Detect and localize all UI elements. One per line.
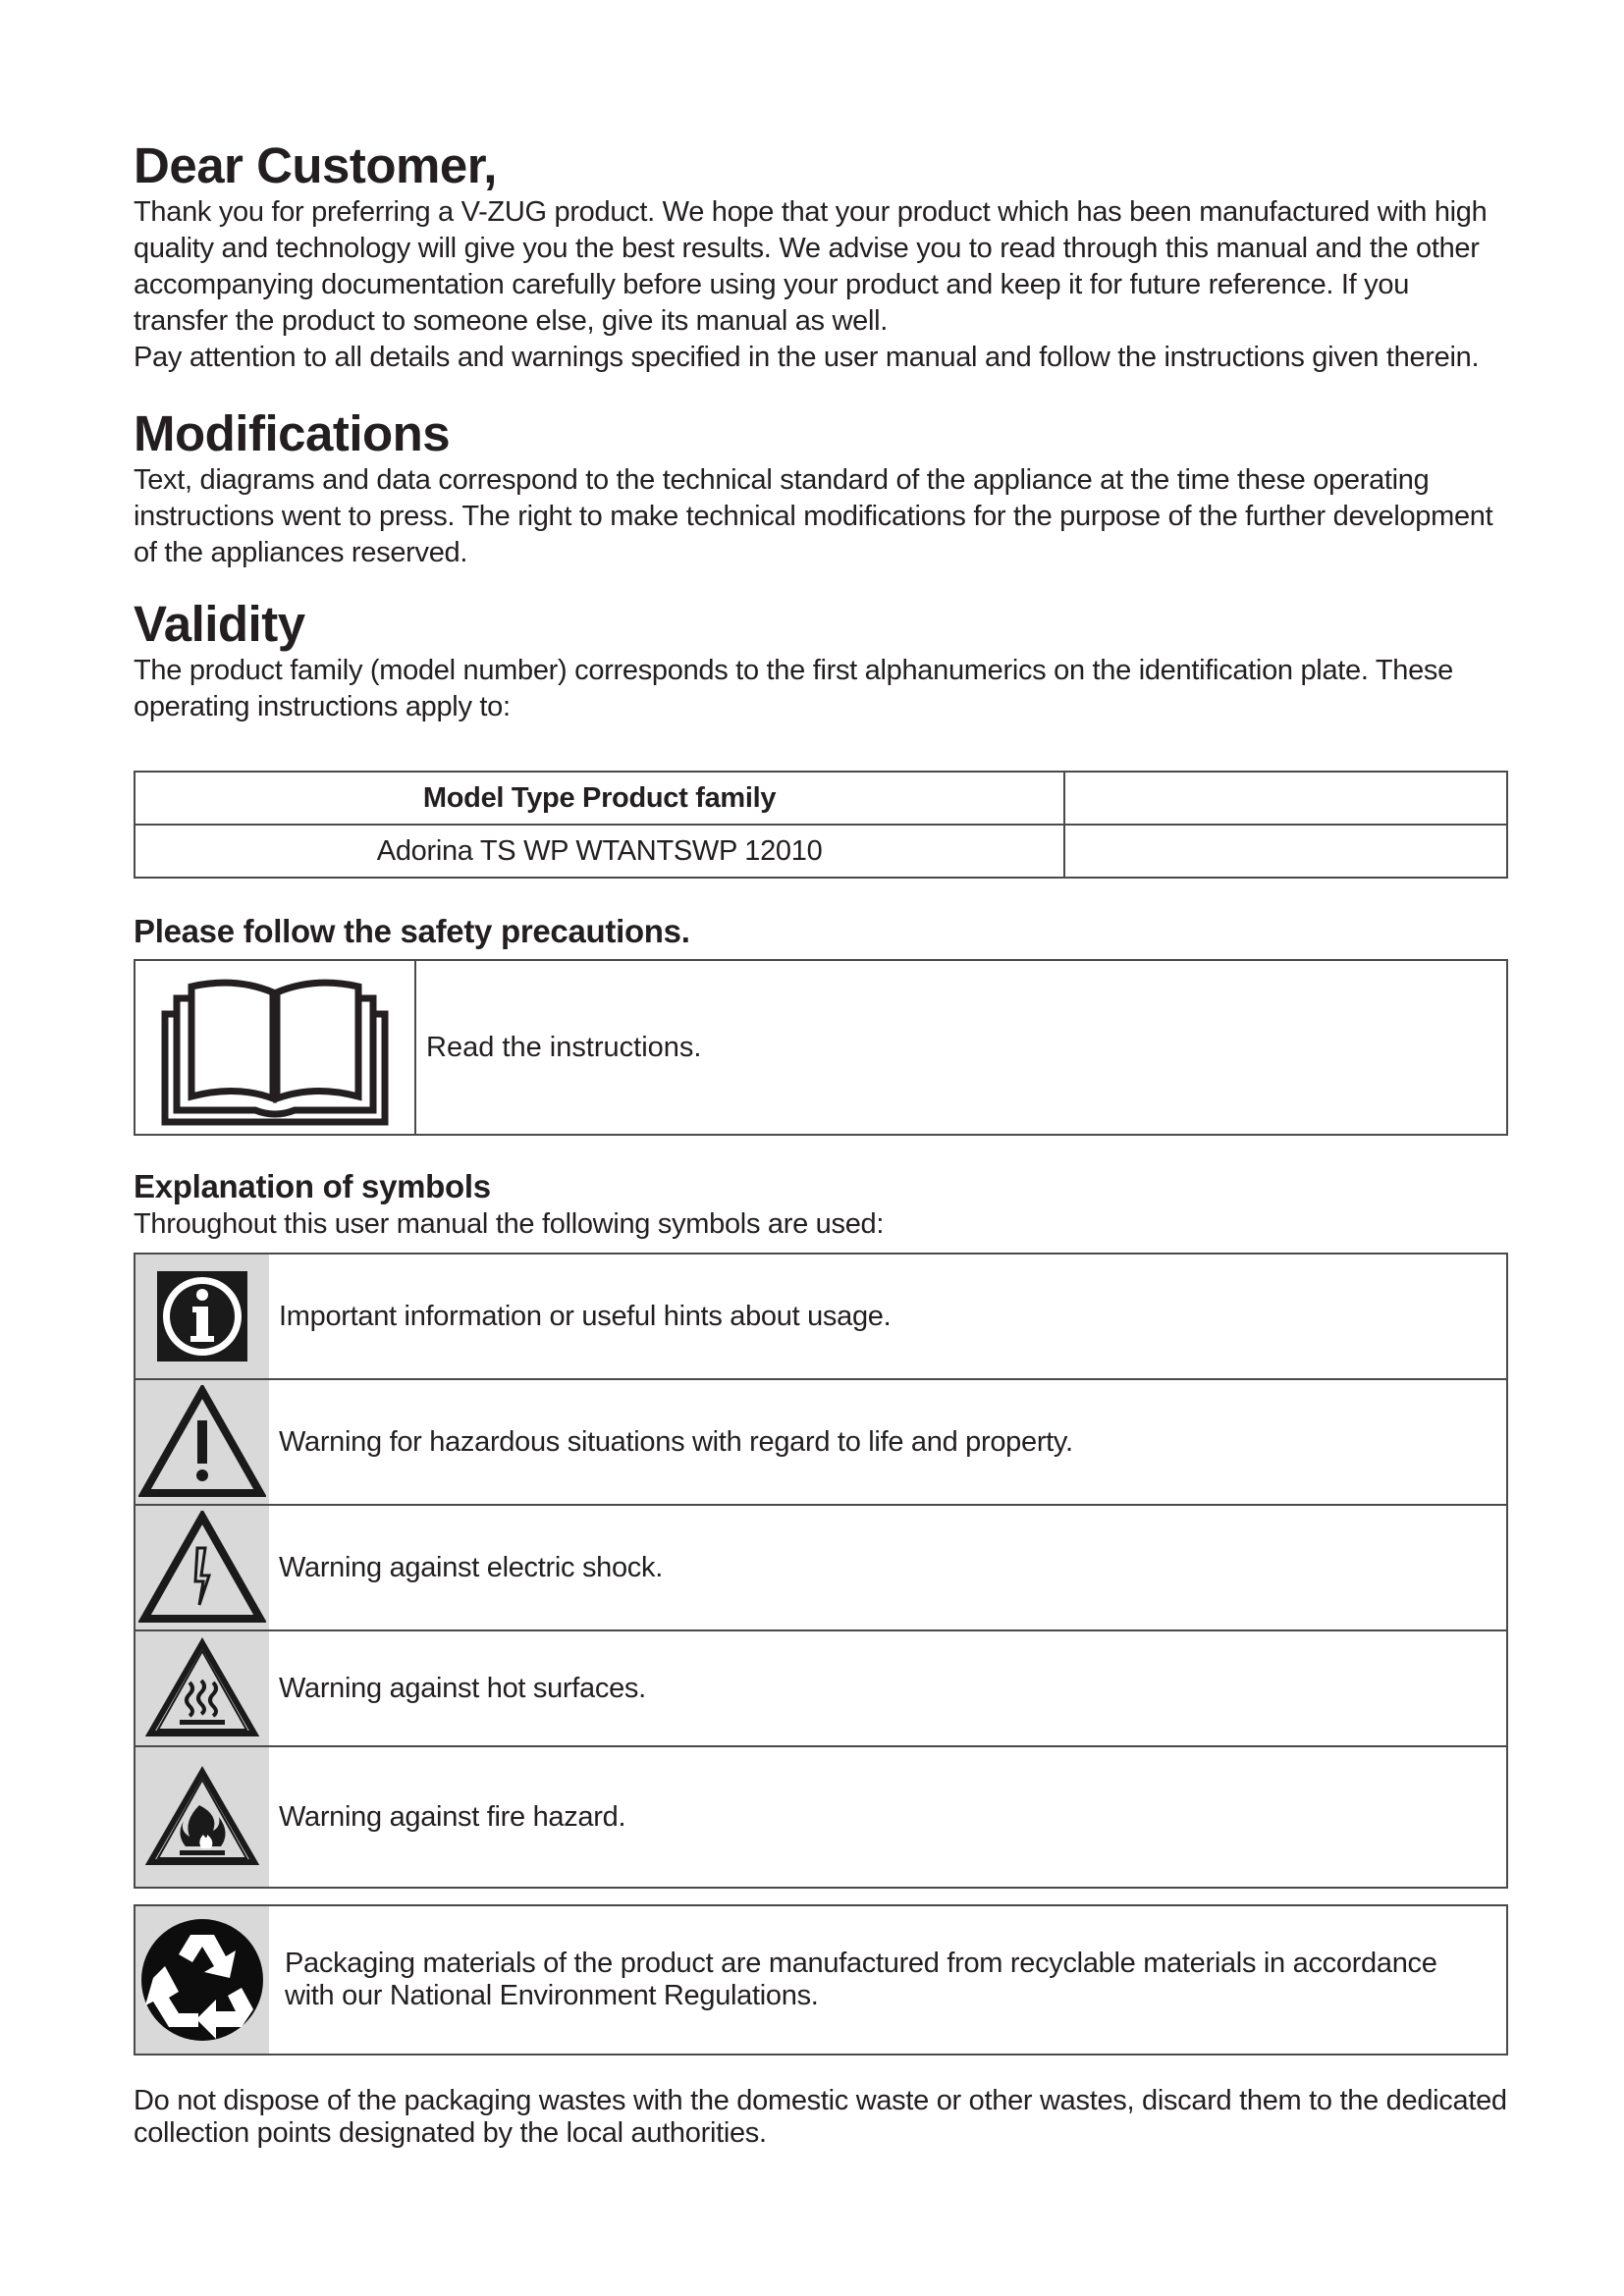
model-table (134, 771, 1508, 879)
info-icon (135, 1255, 269, 1378)
model-table-header-row (135, 772, 1507, 825)
symbol-text-hot-surface: Warning against hot surfaces. (279, 1672, 646, 1704)
recycling-text: Packaging materials of the product are manufactured from recyclable materials in accordance with our National Environment Regulations. (285, 1948, 1437, 2011)
warning-icon (135, 1380, 269, 1504)
modifications-text: Text, diagrams and data correspond to the technical standard of the appliance at the time these operating instructions went to press. The right to make technical modifications for the purpose of the further development of the appliances reserved. (134, 464, 1493, 568)
page-content (134, 137, 1508, 2150)
intro-section (134, 137, 1508, 376)
open-book-icon (135, 961, 416, 1134)
validity-section (134, 596, 1508, 879)
model-table-header: Model Type Product family (135, 772, 1064, 825)
model-table-empty-cell (1064, 825, 1507, 878)
symbol-text-fire-hazard: Warning against fire hazard. (279, 1800, 626, 1833)
modifications-section (134, 405, 1508, 571)
model-table-empty-cell (1064, 772, 1507, 825)
symbols-intro: Throughout this user manual the following symbols are used: (134, 1208, 885, 1240)
symbol-text-electric-shock: Warning against electric shock. (279, 1551, 663, 1583)
modifications-heading: Modifications (134, 405, 451, 461)
model-table-value: Adorina TS WP WTANTSWP 12010 (135, 825, 1064, 878)
recycling-box (134, 1904, 1508, 2056)
hot-surface-icon (135, 1631, 269, 1745)
validity-text: The product family (model number) corresponds to the first alphanumerics on the identification plate. These operating instructions apply to: (134, 655, 1453, 722)
symbol-row-fire-hazard (135, 1747, 1506, 1887)
model-table-row (135, 825, 1507, 878)
symbol-row-warning (135, 1380, 1506, 1506)
safety-box (134, 959, 1508, 1136)
symbols-table (134, 1253, 1508, 1889)
symbol-row-hot-surface (135, 1631, 1506, 1747)
disposal-text: Do not dispose of the packaging wastes with the domestic waste or other wastes, discard them to the dedicated collection points designated by the local authorities. (134, 2085, 1507, 2149)
intro-paragraph: Thank you for preferring a V-ZUG product. We hope that your product which has been manufactured with high quality and technology will give you the best results. We advise you to read through this manual and the other accompanying documentation carefully before using your product and keep it for future reference. If you transfer the product to someone else, give its manual as well. (134, 196, 1488, 337)
intro-attention-paragraph: Pay attention to all details and warnings specified in the user manual and follow the instructions given therein. (134, 342, 1480, 373)
read-instructions-text: Read the instructions. (426, 1031, 702, 1063)
safety-heading: Please follow the safety precautions. (134, 913, 690, 949)
symbols-heading: Explanation of symbols (134, 1168, 491, 1204)
fire-hazard-icon (135, 1747, 269, 1887)
validity-heading: Validity (134, 596, 305, 652)
recycle-icon (135, 1906, 269, 2054)
symbol-text-warning: Warning for hazardous situations with regard to life and property. (279, 1425, 1073, 1458)
electric-shock-icon (135, 1506, 269, 1629)
symbol-row-electric-shock (135, 1506, 1506, 1631)
symbol-text-info: Important information or useful hints about usage. (279, 1300, 892, 1332)
dear-customer-heading: Dear Customer, (134, 137, 497, 193)
symbol-row-info (135, 1255, 1506, 1380)
